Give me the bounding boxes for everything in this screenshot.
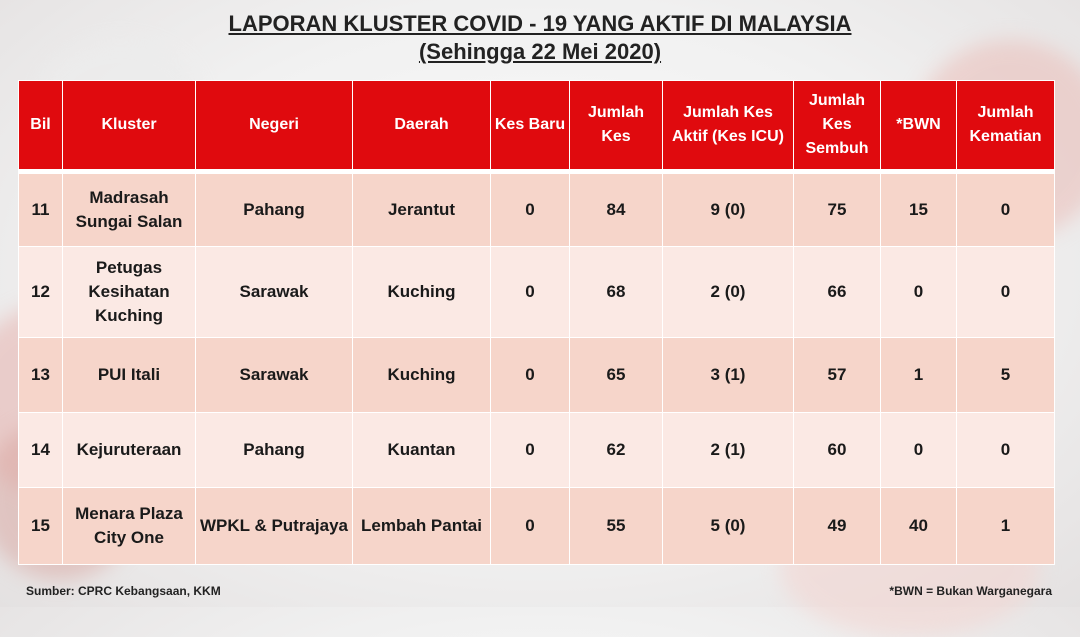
cell-kes-sembuh: 60: [794, 413, 881, 488]
cell-bwn: 15: [881, 174, 957, 247]
table-row: [19, 338, 1055, 413]
title-block: [0, 10, 1080, 66]
cell-negeri: Sarawak: [196, 338, 353, 413]
cell-kes-baru: 0: [491, 413, 570, 488]
cell-kes-sembuh: 49: [794, 488, 881, 565]
cell-kes-aktif: 5 (0): [663, 488, 794, 565]
cell-bil: 12: [19, 247, 63, 338]
cell-kes-baru: 0: [491, 174, 570, 247]
cell-daerah: Kuching: [353, 338, 491, 413]
cell-bwn: 1: [881, 338, 957, 413]
header-kes-baru: Kes Baru: [491, 81, 570, 170]
cell-jumlah-kes: 55: [570, 488, 663, 565]
cell-kes-sembuh: 66: [794, 247, 881, 338]
cluster-table: [18, 80, 1055, 565]
cell-daerah: Lembah Pantai: [353, 488, 491, 565]
cell-daerah: Kuantan: [353, 413, 491, 488]
header-negeri: Negeri: [196, 81, 353, 170]
header-jumlah-kes-aktif: Jumlah Kes Aktif (Kes ICU): [663, 81, 794, 170]
cell-kes-baru: 0: [491, 488, 570, 565]
cell-kes-sembuh: 57: [794, 338, 881, 413]
header-daerah: Daerah: [353, 81, 491, 170]
cell-kluster: Kejuruteraan: [63, 413, 196, 488]
cell-bil: 13: [19, 338, 63, 413]
cell-bil: 11: [19, 174, 63, 247]
bwn-legend-note: *BWN = Bukan Warganegara: [889, 584, 1052, 598]
table-header-row: [19, 81, 1055, 170]
cell-bil: 14: [19, 413, 63, 488]
header-bil: Bil: [19, 81, 63, 170]
header-jumlah-kes-sembuh: Jumlah Kes Sembuh: [794, 81, 881, 170]
cell-kematian: 5: [957, 338, 1055, 413]
cell-kematian: 0: [957, 247, 1055, 338]
header-bwn: *BWN: [881, 81, 957, 170]
page-subtitle: (Sehingga 22 Mei 2020): [418, 39, 662, 64]
table-row: [19, 488, 1055, 565]
cell-bwn: 0: [881, 247, 957, 338]
cell-bil: 15: [19, 488, 63, 565]
cell-kluster: Madrasah Sungai Salan: [63, 174, 196, 247]
cell-negeri: Sarawak: [196, 247, 353, 338]
cell-kes-aktif: 3 (1): [663, 338, 794, 413]
table-row: [19, 247, 1055, 338]
cell-kluster: PUI Itali: [63, 338, 196, 413]
cell-kes-aktif: 9 (0): [663, 174, 794, 247]
cell-kematian: 1: [957, 488, 1055, 565]
cell-kematian: 0: [957, 413, 1055, 488]
header-jumlah-kematian: Jumlah Kematian: [957, 81, 1055, 170]
cell-jumlah-kes: 62: [570, 413, 663, 488]
cell-kematian: 0: [957, 174, 1055, 247]
cell-daerah: Kuching: [353, 247, 491, 338]
page-title: LAPORAN KLUSTER COVID - 19 YANG AKTIF DI MALAYSIA: [228, 11, 852, 36]
cell-kes-sembuh: 75: [794, 174, 881, 247]
cell-negeri: WPKL & Putrajaya: [196, 488, 353, 565]
cell-jumlah-kes: 68: [570, 247, 663, 338]
cell-bwn: 0: [881, 413, 957, 488]
cell-kes-aktif: 2 (0): [663, 247, 794, 338]
cell-kluster: Menara Plaza City One: [63, 488, 196, 565]
header-kluster: Kluster: [63, 81, 196, 170]
cell-jumlah-kes: 84: [570, 174, 663, 247]
cell-kluster: Petugas Kesihatan Kuching: [63, 247, 196, 338]
cell-daerah: Jerantut: [353, 174, 491, 247]
table-row: [19, 174, 1055, 247]
cell-bwn: 40: [881, 488, 957, 565]
cell-kes-baru: 0: [491, 247, 570, 338]
cell-jumlah-kes: 65: [570, 338, 663, 413]
header-jumlah-kes: Jumlah Kes: [570, 81, 663, 170]
table-row: [19, 413, 1055, 488]
cell-negeri: Pahang: [196, 413, 353, 488]
source-note: Sumber: CPRC Kebangsaan, KKM: [26, 584, 221, 598]
cell-negeri: Pahang: [196, 174, 353, 247]
cell-kes-baru: 0: [491, 338, 570, 413]
cell-kes-aktif: 2 (1): [663, 413, 794, 488]
